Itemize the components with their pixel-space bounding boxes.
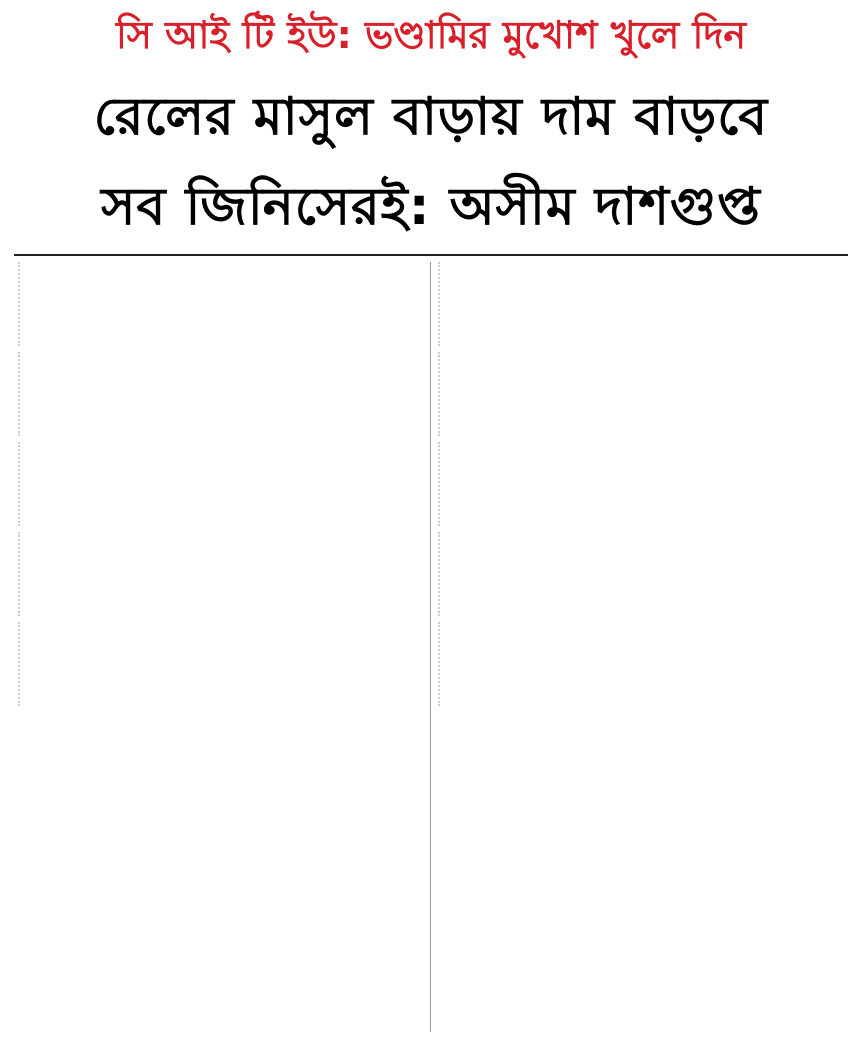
article-column-right bbox=[438, 262, 848, 1032]
left-paragraph-4 bbox=[18, 532, 428, 616]
main-headline-line-1: রেলের মাসুল বাড়ায় দাম বাড়বে bbox=[93, 87, 769, 147]
left-paragraph-1 bbox=[18, 262, 428, 346]
headline-rule bbox=[14, 254, 848, 256]
right-paragraph-2 bbox=[438, 352, 848, 436]
left-paragraph-5 bbox=[18, 622, 428, 706]
right-paragraph-1 bbox=[438, 262, 848, 346]
article-column-left bbox=[18, 262, 428, 1032]
left-paragraph-3 bbox=[18, 442, 428, 526]
left-paragraph-2 bbox=[18, 352, 428, 436]
column-divider bbox=[430, 262, 431, 1032]
right-paragraph-3 bbox=[438, 442, 848, 526]
right-paragraph-5 bbox=[438, 622, 848, 706]
kicker-headline: সি আই টি ইউ: ভণ্ডামির মুখোশ খুলে দিন bbox=[115, 13, 747, 57]
main-headline-line-2: সব জিনিসেরই: অসীম দাশগুপ্ত bbox=[101, 177, 761, 237]
right-paragraph-4 bbox=[438, 532, 848, 616]
